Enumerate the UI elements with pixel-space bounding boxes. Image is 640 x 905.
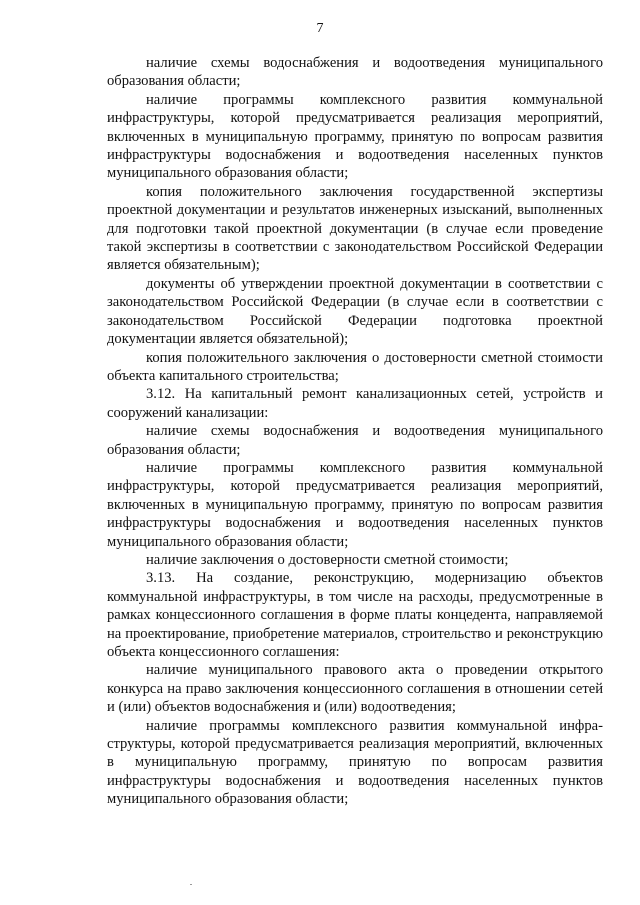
scan-speck [190, 884, 192, 885]
paragraph: наличие программы комплексного развития коммунальной инфраструктуры, которой предусматривается реализация мероприятий, включенных в муниципальную программу, принятую по вопросам развития инфраструктуры водоснабжения и водоотведения населенных пунктов муниципального образования области; [107, 91, 603, 182]
paragraph: документы об утверждении проектной документации в соответствии с законодательством Российской Федерации (в случае если в соответствии с законодательством Российской Федерации подготовка проектной документации является обязательной); [107, 275, 603, 348]
section-heading-3-13: 3.13. На создание, реконструкцию, модернизацию объектов коммунальной инфраструктуры, в том числе на расходы, предусмотренные в рамках концессионного соглашения в форме платы концедента, направляемой на проектирование, приобретение материалов, строительство и реконструкцию объекта концессионного соглашения: [107, 570, 603, 660]
section-heading-3-12: 3.12. На капитальный ремонт канализационных сетей, устройств и сооружений канализации: [107, 386, 603, 421]
paragraph: наличие программы комплексного развития коммунальной инфраструктуры, которой предусматривается реализация мероприятий, включенных в муниципальную программу, принятую по вопросам развития инфраструктуры водоснабжения и водоотведения населенных пунктов муниципального образования области; [107, 459, 603, 550]
paragraph: наличие программы комплексного развития коммунальной инфра-структуры, которой предусматривается реализация мероприятий, включенных в муниципальную программу, принятую по вопросам развития инфраструктуры водоснабжения и водоотведения населенных пунктов муниципального образования области; [107, 717, 603, 808]
document-body [107, 54, 603, 809]
paragraph: копия положительного заключения государственной экспертизы проектной документации и результатов инженерных изысканий, выполненных для подготовки такой проектной документации (в случае если проведение такой экспертизы в соответствии с законодательством Российской Федерации является обязательным); [107, 183, 603, 274]
paragraph: наличие схемы водоснабжения и водоотведения муниципального образования области; [107, 423, 603, 458]
paragraph: наличие заключения о достоверности сметной стоимости; [146, 551, 509, 568]
paragraph: наличие муниципального правового акта о проведении открытого конкурса на право заключения концессионного соглашения в отношении сетей и (или) объектов водоснабжения и (или) водоотведения; [107, 662, 603, 716]
paragraph: копия положительного заключения о достоверности сметной стоимости объекта капитального строительства; [107, 349, 603, 384]
page-number: 7 [316, 21, 324, 36]
paragraph: наличие схемы водоснабжения и водоотведения муниципального образования области; [107, 55, 603, 90]
